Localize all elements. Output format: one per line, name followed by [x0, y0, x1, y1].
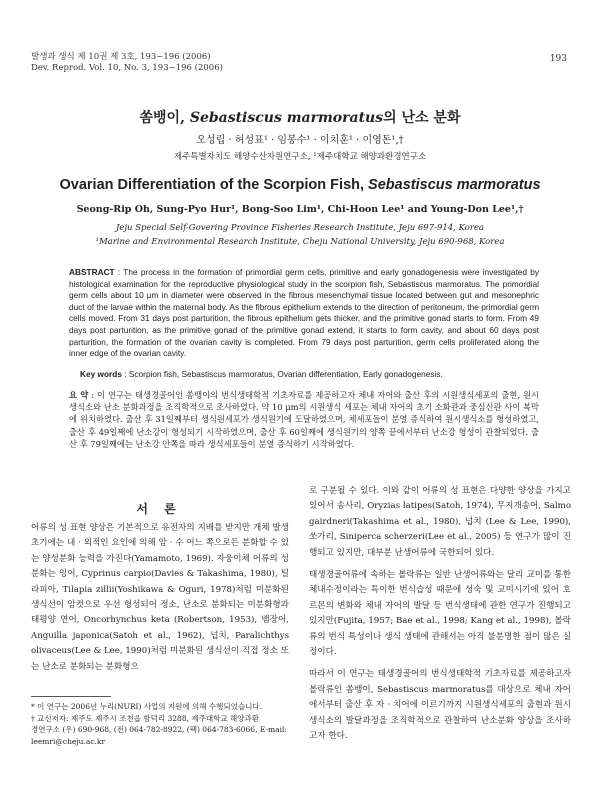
- intro-column-right: [309, 484, 571, 752]
- journal-header: [31, 52, 223, 74]
- authors-korean: 오성립 · 허성표¹ · 임봉수¹ · 이치훈¹ · 이영돈¹,†: [196, 135, 404, 146]
- authors-english: Seong-Rip Oh, Sung-Pyo Hur¹, Bong-Soo Lim¹, Chi-Hoon Lee¹ and Young-Don Lee¹,†: [76, 204, 524, 215]
- section-heading-introduction: 서 론: [136, 502, 182, 516]
- footnote-divider: [31, 696, 111, 697]
- title-english-species: Sebastiscus marmoratus: [368, 177, 541, 193]
- affiliation-korean: 제주특별자치도 해양수산자원연구소, ¹제주대학교 해양과환경연구소: [173, 152, 427, 162]
- affiliation-english-2: ¹Marine and Environmental Research Institute, Cheju National University, Jeju 690-968, Korea: [95, 237, 505, 247]
- abstract-label: ABSTRACT: [69, 267, 115, 277]
- footnote-correspondence-line-2: 경연구소 (우) 690-968, (전) 064-782-8922, (팩) 064-783-6066, E-mail:: [31, 725, 287, 734]
- intro-paragraph-1-continued: 로 구분될 수 있다. 이와 같이 어류의 성 표현은 다양한 양상을 가지고 있어서 송사리, Oryzias latipes(Satoh, 1974), 무지개송어, Salmo gairdneri(Takashima et al., 1980), 넙치 (Lee & Lee, 1990), 쏘가리, Siniperca scherzeri(Lee et al., 2005) 등 연구가 많이 진행되고 있지만, 대부분 난생어류에 국한되어 있다.: [309, 486, 571, 558]
- summary-korean: [69, 389, 539, 450]
- intro-paragraph-3: 따라서 이 연구는 태생경골어의 번식생태학적 기초자료를 제공하고자 볼락류인 쏨뱅이, Sebastiscus marmoratus를 대상으로 체내 자어에서부터 출산 후 자 · 치어에 이르기까지 시원생식세포의 출현과 원시생식소의 발달과정을 조직학적으로 관찰하여 난소분화 양상을 조사하고자 한다.: [309, 669, 571, 742]
- page-number: 193: [549, 54, 567, 64]
- footnote-email: leemri@cheju.ac.kr: [31, 736, 106, 746]
- journal-citation-en: Dev. Reprod. Vol. 10, No. 3, 193~196 (2006): [31, 63, 223, 73]
- journal-citation-ko: 발생과 생식 제 10권 제 3호, 193~196 (2006): [31, 52, 211, 62]
- keywords-text: : Scorpion fish, Sebastiscus marmoratus, Ovarian differentiation, Early gonadogenesis.: [121, 369, 443, 379]
- affiliation-english-1: Jeju Special Self-Govering Province Fisheries Research Institute, Jeju 697-914, Korea: [115, 223, 484, 233]
- footnote-funding: * 이 연구는 2006년 누리(NURI) 사업의 지원에 의해 수행되었습니다.: [31, 702, 263, 711]
- title-korean-suffix: 의 난소 분화: [383, 110, 461, 126]
- abstract: [69, 267, 539, 360]
- keywords: [80, 369, 540, 379]
- summary-korean-label: 요 약: [69, 390, 89, 400]
- footnote-correspondence-line-1: † 교신저자: 제주도 제주시 조천읍 함덕리 3288, 제주대학교 해양과환: [31, 713, 259, 723]
- intro-paragraph-1: 어류의 성 표현 양상은 기본적으로 유전자의 지배를 받지만 개체 발생 초기에는 내 · 외적인 요인에 의해 암 · 수 어느 쪽으로든 분화할 수 있는 양성분화 능력을 가진다(Yamamoto, 1969). 자웅이체 어류의 성분화는 잉어, Cyprinus carpio(Davies & Takashima, 1980), 틸라피아, Tilapia zillii(Yoshikawa & Oguri, 1978)처럼 미분화된 생식선이 암컷으로 우선 형성되어 정소, 난소로 분화되는 미분화형과 태평양 연어, Oncorhynchus keta (Robertson, 1953), 뱀장어, Anguilla japonica(Satoh et al., 1962), 넙치, Paralichthys olivaceus(Lee & Lee, 1990)처럼 미분화된 생식선이 직접 정소 또는 난소로 분화되는 분화형으: [31, 523, 289, 672]
- title-korean-prefix: 쏨뱅이,: [139, 110, 190, 126]
- summary-korean-text: : 이 연구는 태생경골어인 쏨뱅이의 번식생태학적 기초자료를 제공하고자 체내 자어와 출산 후의 시원생식세포의 출현, 원시 생식소와 난소 분화과정을 조직학적으로 조사하였다. 약 10 μm의 시원생식 세포는 체내 자어의 초기 소화관과 중심신관 사이 복막에 위치하였다. 출산 후 31일째부터 생식원세포가 생식원기에 도달하였으며, 체세포들이 분열 증식하여 원시생식소를 형성하였고, 출산 후 49일째에 난소강이 형성되기 시작하였으며, 출산 후 60일째에 생식원기의 양쪽 끝에서부터 난소강 형성이 관찰되었다. 출산 후 79일째에는 난소강 안쪽을 따라 생식세포들이 분열 증식하기 시작하였다.: [69, 390, 539, 449]
- title-english-prefix: Ovarian Differentiation of the Scorpion Fish,: [59, 177, 369, 193]
- title-korean-species: Sebastiscus marmoratus: [189, 110, 384, 126]
- title-korean: [0, 107, 600, 127]
- title-english: [0, 177, 600, 193]
- intro-paragraph-2: 태생경골어류에 속하는 볼락류는 일반 난생어류와는 달리 교미를 통한 체내수정이라는 특이한 번식습성 때문에 성숙 및 교미시기에 있어 호르몬의 변화와 체내 자어의 발달 등 번식생태에 관한 연구가 진행되고 있지만(Fujita, 1957; Bae et al., 1998; Kang et al., 1998), 볼락류의 번식 특성이나 생식 생태에 관해서는 아직 불분명한 점이 많은 실정이다.: [309, 570, 571, 658]
- abstract-text: : The process in the formation of primordial germ cells, primitive and early gonadogenesis were investigated by histological examination for the reproductive physiological study in the scorpion fish, Sebastiscus marmoratus. The primordial germ cells about 10 μm in diameter were observed in the fibrous mesenchymal tissue located between gut and mesonephric duct of the larvae within the maternal body. As the fibrous epithelium extends to the direction of peritoneum, the primordial germ cells moved. From 31 days post parturition, the fibrous epithelium gets thicker, and the primitive gonad starts to form. From 49 days post parturition, as the primitive gonad of the primitive gonad extend, it starts to form cavity, and about 60 days post parturition, the formation of the ovarian cavity is completed. From 79 days post parturition, germ cells proliferated along the inner edge of the ovarian cavity.: [69, 267, 539, 359]
- intro-column-left: [31, 521, 289, 675]
- keywords-label: Key words: [80, 369, 122, 379]
- footnotes: [31, 701, 289, 747]
